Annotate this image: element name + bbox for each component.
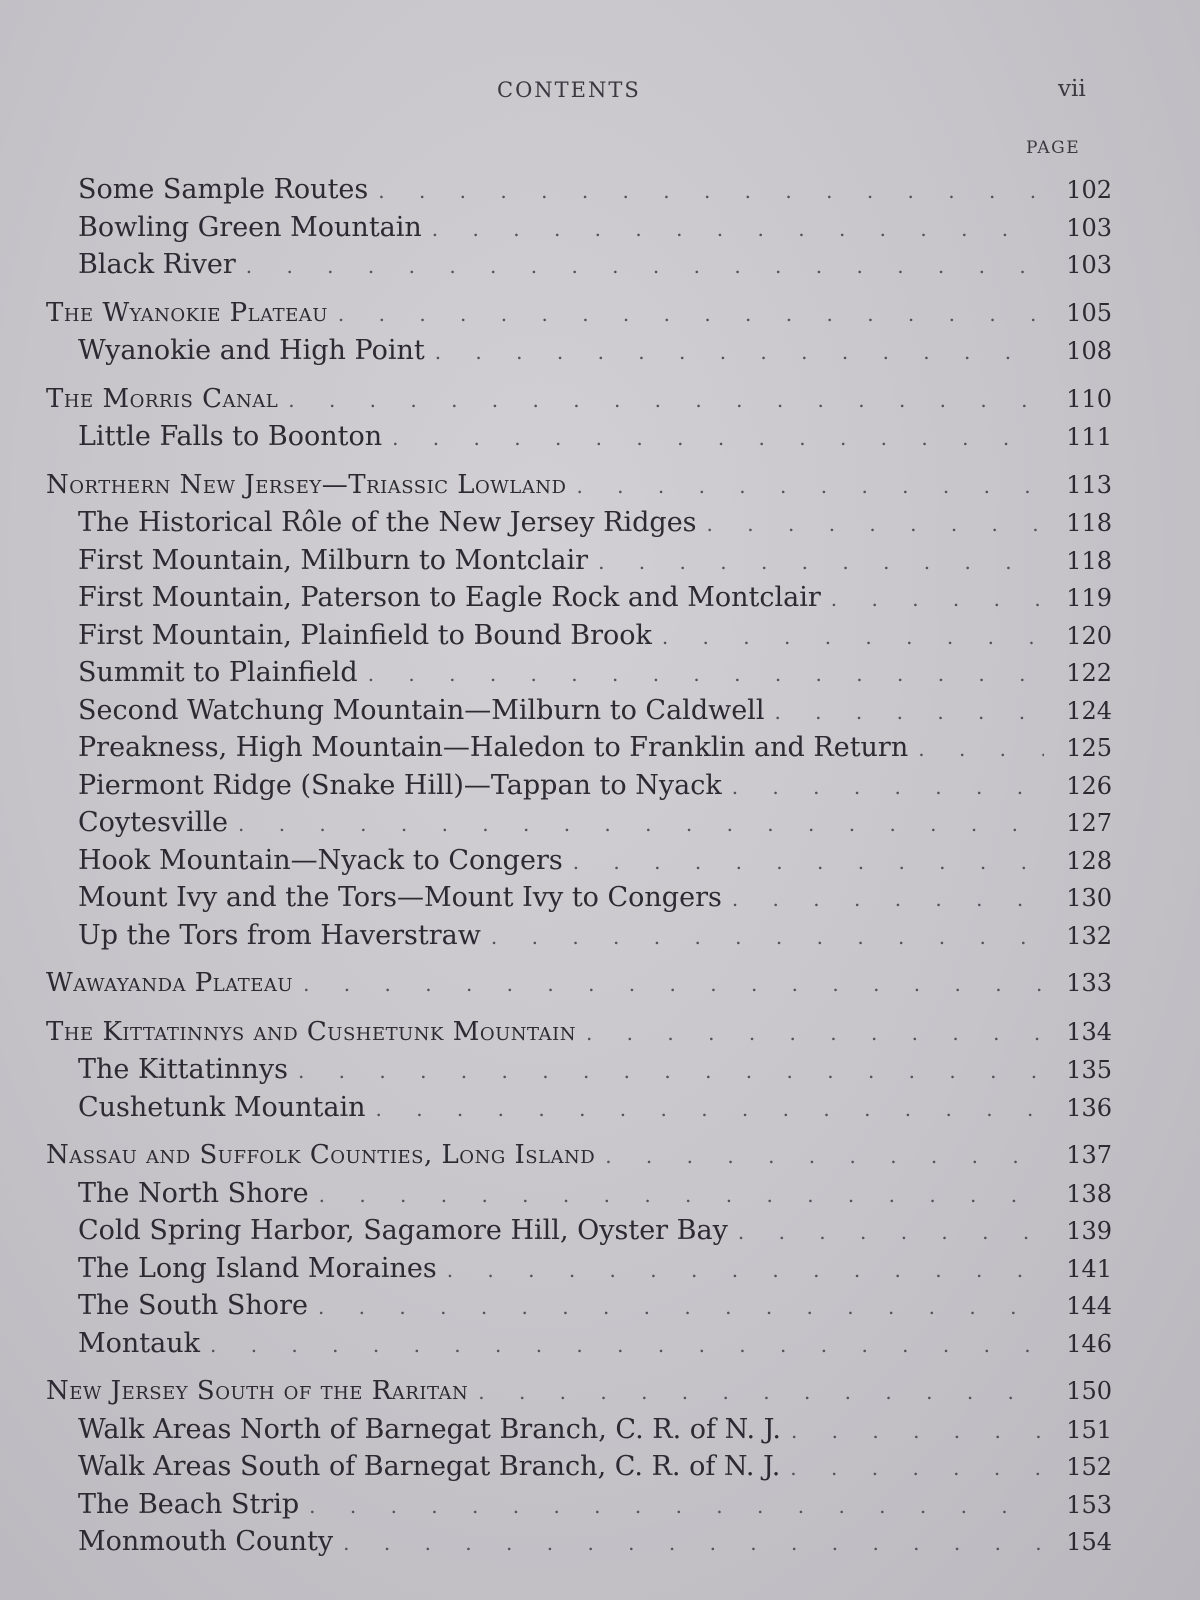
toc-section-entry (46, 1140, 1112, 1178)
dot-leader (435, 340, 1044, 364)
toc-entry (46, 1451, 1112, 1489)
entry-title: The South Shore (78, 1290, 308, 1321)
entry-page-number: 119 (1066, 584, 1112, 612)
dot-leader (605, 1144, 1044, 1168)
dot-leader (576, 474, 1044, 498)
entry-title: The Beach Strip (78, 1488, 300, 1520)
entry-page-number: 151 (1066, 1415, 1112, 1444)
entry-title: The Kittatinnys (78, 1054, 288, 1085)
entry-page-number: 102 (1066, 176, 1112, 204)
entry-title: The Historical Rôle of the New Jersey Ridges (78, 507, 697, 538)
entry-title: The Kittatinnys and Cushetunk Mountain (46, 1016, 576, 1047)
toc-entry (46, 1215, 1112, 1253)
page-folio: vii (1058, 76, 1086, 102)
dot-leader (368, 662, 1044, 686)
entry-title: Summit to Plainfield (78, 657, 358, 688)
entry-title: The Long Island Moraines (78, 1252, 437, 1284)
entry-title: Bowling Green Mountain (78, 211, 422, 243)
entry-page-number: 135 (1066, 1056, 1112, 1084)
dot-leader (573, 850, 1044, 874)
entry-page-number: 125 (1066, 734, 1112, 762)
toc-entry (46, 1253, 1112, 1291)
entry-page-number: 141 (1066, 1254, 1112, 1283)
dot-leader (238, 812, 1044, 836)
entry-title: Piermont Ridge (Snake Hill)—Tappan to Nyack (78, 769, 722, 801)
entry-title: Mount Ivy and the Tors—Mount Ivy to Congers (78, 882, 722, 913)
toc-entry (46, 249, 1112, 287)
entry-page-number: 146 (1066, 1329, 1112, 1358)
dot-leader (392, 426, 1044, 450)
entry-page-number: 133 (1066, 969, 1112, 997)
entry-title: Little Falls to Boonton (78, 421, 383, 452)
toc-section-entry (46, 1017, 1112, 1055)
running-head (0, 78, 1200, 108)
dot-leader (790, 1456, 1044, 1480)
entry-page-number: 138 (1066, 1179, 1112, 1208)
entry-page-number: 153 (1066, 1490, 1112, 1519)
entry-page-number: 136 (1066, 1093, 1112, 1122)
entry-title: First Mountain, Plainfield to Bound Brook (78, 619, 652, 651)
entry-title: Hook Mountain—Nyack to Congers (78, 844, 563, 876)
dot-leader (338, 302, 1044, 326)
table-of-contents (46, 174, 1112, 1564)
entry-title: New Jersey South of the Raritan (46, 1376, 469, 1406)
entry-page-number: 103 (1066, 251, 1112, 279)
entry-page-number: 103 (1066, 213, 1112, 242)
toc-entry (46, 807, 1112, 845)
entry-page-number: 105 (1066, 298, 1112, 327)
toc-entry (46, 695, 1112, 733)
toc-entry (46, 507, 1112, 545)
toc-entry (46, 421, 1112, 459)
dot-leader (598, 550, 1044, 574)
entry-title: Wawayanda Plateau (46, 968, 294, 998)
entry-title: Montauk (78, 1327, 200, 1359)
toc-entry (46, 1489, 1112, 1527)
toc-section-entry (46, 968, 1112, 1006)
entry-page-number: 132 (1066, 921, 1112, 950)
entry-title: Walk Areas North of Barnegat Branch, C. R. of N. J. (78, 1413, 781, 1445)
dot-leader (662, 625, 1044, 649)
dot-leader (738, 1220, 1044, 1244)
toc-entry (46, 212, 1112, 250)
entry-title: Wyanokie and High Point (78, 335, 425, 366)
dot-leader (478, 1380, 1044, 1404)
toc-section-entry (46, 470, 1112, 508)
entry-page-number: 144 (1066, 1292, 1112, 1320)
entry-page-number: 126 (1066, 771, 1112, 800)
dot-leader (210, 1333, 1044, 1357)
entry-title: Nassau and Suffolk Counties, Long Island (46, 1140, 596, 1170)
dot-leader (918, 737, 1044, 761)
dot-leader (707, 512, 1044, 536)
dot-leader (246, 254, 1044, 278)
running-title: CONTENTS (497, 78, 641, 102)
toc-entry (46, 845, 1112, 883)
toc-entry (46, 1414, 1112, 1452)
entry-page-number: 113 (1066, 470, 1112, 499)
entry-page-number: 127 (1066, 809, 1112, 837)
entry-title: The Wyanokie Plateau (46, 297, 328, 328)
entry-page-number: 137 (1066, 1141, 1112, 1169)
entry-page-number: 108 (1066, 337, 1112, 365)
toc-entry (46, 1092, 1112, 1130)
toc-entry (46, 335, 1112, 373)
entry-page-number: 118 (1066, 546, 1112, 575)
entry-page-number: 120 (1066, 621, 1112, 650)
dot-leader (309, 1494, 1044, 1518)
entry-page-number: 150 (1066, 1377, 1112, 1405)
toc-entry (46, 174, 1112, 212)
dot-leader (319, 1183, 1044, 1207)
toc-entry (46, 1526, 1112, 1564)
toc-section-entry (46, 1376, 1112, 1414)
toc-entry (46, 1328, 1112, 1366)
dot-leader (791, 1419, 1044, 1443)
toc-entry (46, 732, 1112, 770)
entry-title: Cushetunk Mountain (78, 1091, 366, 1123)
entry-page-number: 154 (1066, 1528, 1112, 1556)
toc-entry (46, 1290, 1112, 1328)
page-column-label: PAGE (1026, 138, 1081, 158)
entry-page-number: 134 (1066, 1017, 1112, 1046)
entry-title: First Mountain, Milburn to Montclair (78, 544, 589, 576)
dot-leader (491, 925, 1044, 949)
dot-leader (586, 1021, 1044, 1045)
dot-leader (732, 775, 1044, 799)
toc-entry (46, 770, 1112, 808)
toc-section-entry (46, 298, 1112, 336)
toc-entry (46, 1054, 1112, 1092)
entry-page-number: 118 (1066, 509, 1112, 537)
entry-page-number: 152 (1066, 1453, 1112, 1481)
dot-leader (288, 388, 1044, 412)
entry-title: First Mountain, Paterson to Eagle Rock and Montclair (78, 582, 821, 613)
dot-leader (378, 179, 1044, 203)
entry-title: Northern New Jersey—Triassic Lowland (46, 469, 567, 500)
entry-title: Walk Areas South of Barnegat Branch, C. R. of N. J. (78, 1451, 781, 1482)
toc-entry (46, 657, 1112, 695)
entry-title: Black River (78, 249, 236, 280)
entry-title: Preakness, High Mountain—Haledon to Franklin and Return (78, 732, 909, 763)
toc-entry (46, 582, 1112, 620)
entry-title: The Morris Canal (46, 383, 279, 414)
toc-section-entry (46, 384, 1112, 422)
entry-page-number: 122 (1066, 659, 1112, 687)
entry-page-number: 110 (1066, 384, 1112, 413)
entry-title: Monmouth County (78, 1526, 334, 1557)
entry-title: Second Watchung Mountain—Milburn to Caldwell (78, 694, 765, 726)
entry-page-number: 111 (1066, 423, 1112, 451)
entry-page-number: 128 (1066, 846, 1112, 875)
entry-page-number: 124 (1066, 696, 1112, 725)
toc-entry (46, 545, 1112, 583)
dot-leader (343, 1531, 1044, 1555)
dot-leader (318, 1295, 1044, 1319)
entry-title: Coytesville (78, 807, 228, 838)
dot-leader (447, 1258, 1044, 1282)
toc-entry (46, 920, 1112, 958)
dot-leader (774, 700, 1044, 724)
entry-page-number: 139 (1066, 1217, 1112, 1245)
toc-entry (46, 1178, 1112, 1216)
toc-entry (46, 882, 1112, 920)
dot-leader (432, 217, 1044, 241)
entry-title: The North Shore (78, 1177, 309, 1209)
toc-entry (46, 620, 1112, 658)
entry-title: Up the Tors from Haverstraw (78, 919, 481, 951)
dot-leader (376, 1097, 1045, 1121)
dot-leader (298, 1059, 1044, 1083)
dot-leader (303, 972, 1044, 996)
entry-page-number: 130 (1066, 884, 1112, 912)
dot-leader (732, 887, 1044, 911)
entry-title: Cold Spring Harbor, Sagamore Hill, Oyster Bay (78, 1215, 728, 1246)
entry-title: Some Sample Routes (78, 174, 369, 205)
dot-leader (831, 587, 1044, 611)
